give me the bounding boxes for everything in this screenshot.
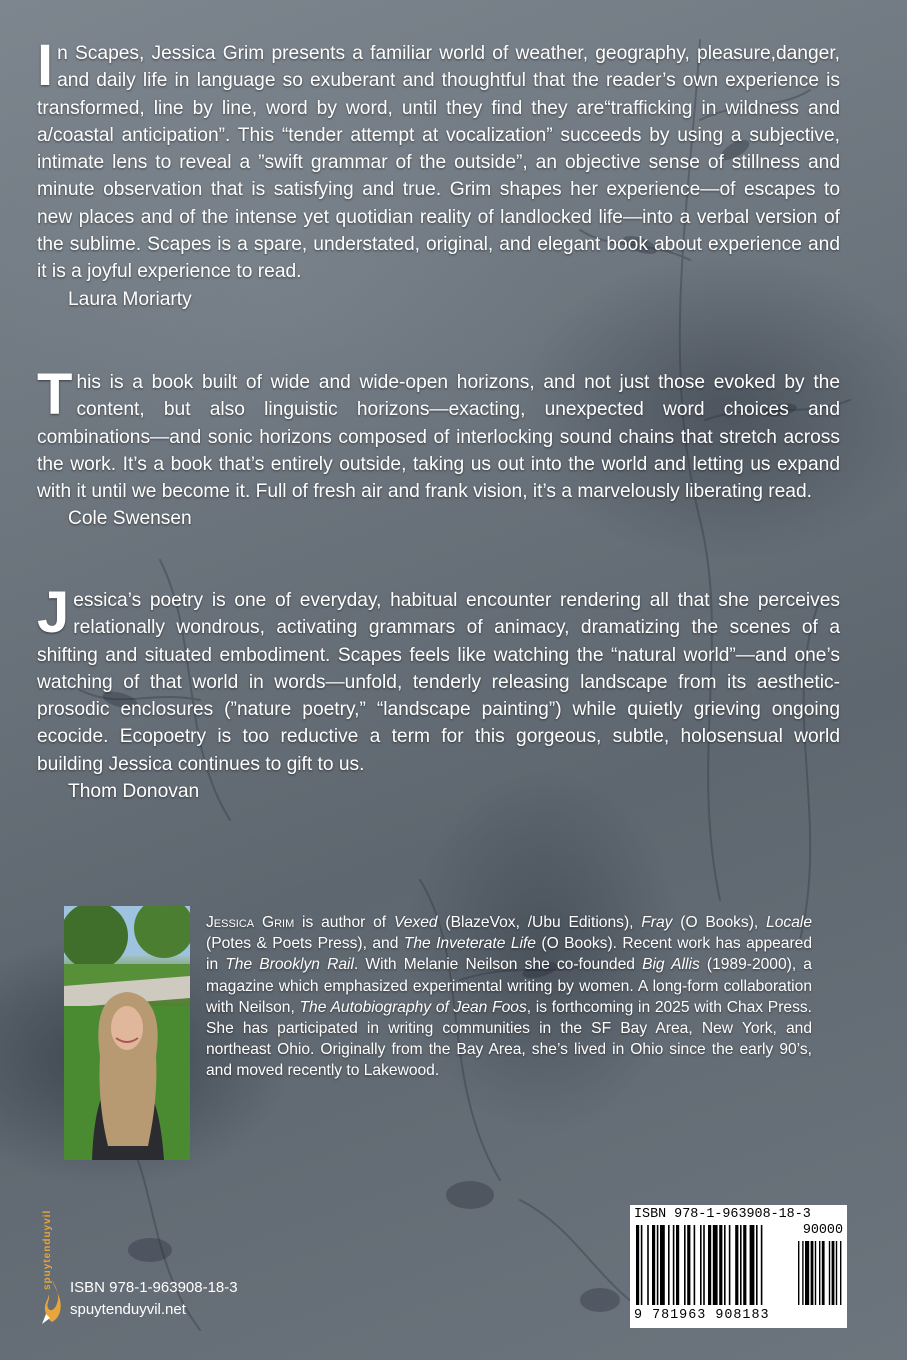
publisher-isbn: ISBN 978-1-963908-18-3 <box>70 1279 238 1296</box>
barcode-bar <box>636 1225 639 1305</box>
addon-barcode-bar <box>798 1241 799 1305</box>
barcode-bar <box>641 1225 643 1305</box>
barcode-bar <box>750 1225 755 1305</box>
book-title: Vexed <box>393 914 438 931</box>
author-name: Jessica Grim <box>206 914 295 931</box>
addon-barcode-bar <box>819 1241 820 1305</box>
blurb-thom-donovan <box>37 580 840 805</box>
barcode-bar <box>684 1225 686 1305</box>
barcode-bar <box>673 1225 675 1305</box>
barcode-price-code: 90000 <box>802 1223 843 1238</box>
barcode-bar <box>761 1225 763 1305</box>
addon-barcode-bar <box>805 1241 809 1305</box>
barcode-digits: 9 781963 908183 <box>634 1308 770 1323</box>
barcode-bar <box>687 1225 690 1305</box>
barcode-bar <box>708 1225 711 1305</box>
barcode-bar <box>740 1225 742 1305</box>
barcode-bar <box>703 1225 705 1305</box>
barcode-bar <box>657 1225 659 1305</box>
blurb-cole-swensen <box>37 362 840 532</box>
publication-title: The Brooklyn Rail <box>225 956 354 974</box>
book-title: The Autobiography of Jean Foos <box>299 998 527 1016</box>
blurb-author: Thom Donovan <box>68 781 200 803</box>
blurb-text: In Scapes, Jessica Grim presents a familiar world of weather, geography, pleasure,danger, and daily life in language so exuberant and thoughtful that the reader’s own experience is transformed, line by line, word by word, until they find they are“trafficking in wildness and a/coastal anticipation”. This “tender attempt at vocalization” succeeds by using a subjective, intimate lens to reveal a ”swift grammar of the outside”, an objective sense of stillness and minute observation that is satisfying and true. Grim shapes her experience—of escapes to new places and of the intense yet quotidian reality of landlocked life—into a verbal version of the sublime. Scapes is a spare, understated, original, and elegant book about experience and it is a joyful experience to read. <box>37 33 840 283</box>
addon-barcode-bar <box>802 1241 803 1305</box>
addon-barcode-bar <box>829 1241 830 1305</box>
book-title: Fray <box>641 914 673 931</box>
book-title: The Inveterate Life <box>403 935 536 953</box>
isbn-barcode <box>630 1205 847 1328</box>
publisher-website: spuytenduyvil.net <box>70 1301 186 1318</box>
barcode-bar <box>713 1225 718 1305</box>
barcode-bar <box>676 1225 679 1305</box>
drop-cap: I <box>37 33 54 98</box>
addon-barcode-bar <box>822 1241 825 1305</box>
author-photo <box>64 906 190 1160</box>
barcode-bar <box>660 1225 665 1305</box>
addon-barcode-bar <box>840 1241 841 1305</box>
barcode-bar <box>647 1225 649 1305</box>
drop-cap: J <box>37 580 70 645</box>
magazine-title: Big Allis <box>642 956 700 974</box>
barcode-bar <box>743 1225 746 1305</box>
barcode-isbn-label: ISBN 978-1-963908-18-3 <box>634 1207 811 1222</box>
blurb-laura-moriarty <box>37 33 840 313</box>
barcode-bar <box>652 1225 655 1305</box>
barcode-bar <box>729 1225 731 1305</box>
barcode-bar <box>756 1225 758 1305</box>
barcode-bar <box>694 1225 696 1305</box>
addon-barcode-bar <box>811 1241 814 1305</box>
addon-barcode-bar <box>815 1241 816 1305</box>
barcode-bar <box>724 1225 726 1305</box>
author-bio: Jessica Grim is author of Vexed (BlazeVox, /Ubu Editions), Fray (O Books), Locale (Potes & Poets Press), and The Inveterate Life (O Books). Recent work has appeared in The Brooklyn Rail. With Melanie Neilson she co-founded Big Allis (1989-2000), a magazine which emphasized experimental writing by women. A long-form collaboration with Neilson, The Autobiography of Jean Foos, is forthcoming in 2025 with Chax Press. She has participated in writing communities in the SF Bay Area, New York, and northeast Ohio. Originally from the Bay Area, she’s lived in Ohio since the early 90’s, and moved recently to Lakewood. <box>206 914 813 1080</box>
barcode-bar <box>700 1225 702 1305</box>
barcode-bar <box>735 1225 738 1305</box>
drop-cap: T <box>37 362 73 427</box>
blurb-text: Jessica’s poetry is one of everyday, habitual encounter rendering all that she perceives relationally wondrous, activating grammars of animacy, dramatizing the scenes of a shifting and situated embodiment. Scapes feels like watching the “natural world”—and one’s watching of that world in words—unfold, tenderly releasing landscape from its aesthetic-prosodic enclosures (”nature poetry,” “landscape painting”) while quietly grieving ongoing ecocide. Ecopoetry is too reductive a term for this gorgeous, subtle, holosensual world building Jessica continues to gift to us. <box>37 580 840 775</box>
flame-logo-icon <box>40 1278 64 1326</box>
publisher-spine-name: spuytenduyvil <box>42 1209 53 1290</box>
blurb-text: This is a book built of wide and wide-open horizons, and not just those evoked by the content, but also linguistic horizons—exacting, unexpected word choices and combinations—and sonic horizons composed of interlocking sound chains that stretch across the work. It’s a book that’s entirely outside, taking us out into the world and letting us expand with it until we become it. Full of fresh air and frank vision, it’s a marvelously liberating read. <box>37 362 840 503</box>
blurb-author: Cole Swensen <box>68 508 192 530</box>
addon-barcode-bar <box>832 1241 835 1305</box>
addon-barcode-bar <box>836 1241 837 1305</box>
blurb-author: Laura Moriarty <box>68 288 192 310</box>
barcode-bar <box>719 1225 722 1305</box>
barcode-bar <box>668 1225 670 1305</box>
book-title: Locale <box>766 914 812 931</box>
